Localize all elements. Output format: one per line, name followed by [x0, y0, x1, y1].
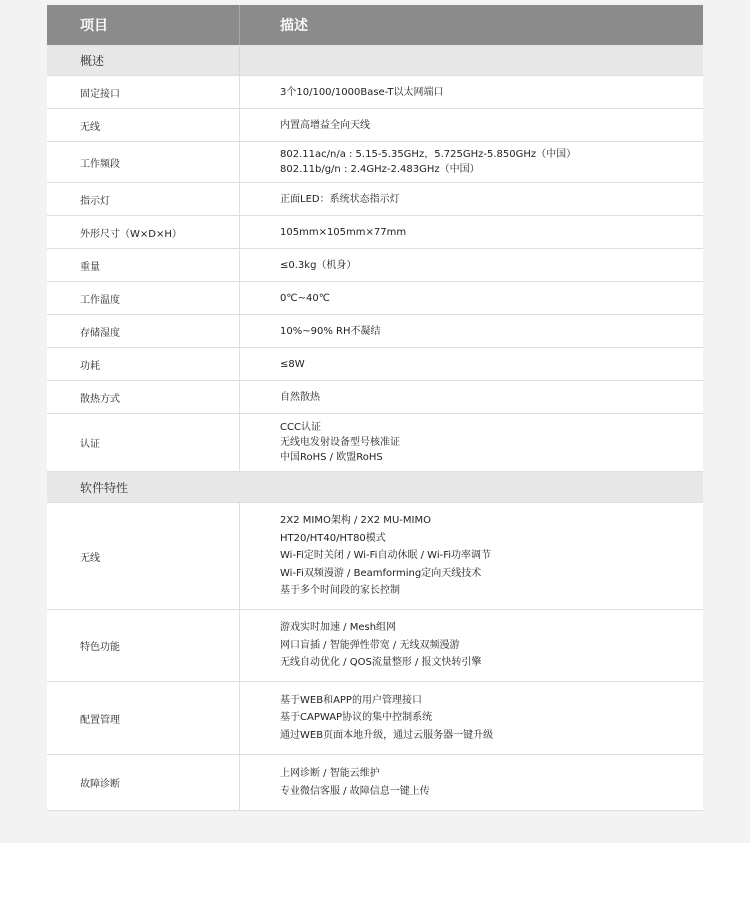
value-line: 正面LED：系统状态指示灯	[280, 193, 400, 205]
value-line: 上网诊断 / 智能云维护	[280, 768, 380, 779]
table-row	[47, 381, 703, 414]
row-label: 散热方式	[47, 381, 240, 413]
row-value	[240, 216, 703, 248]
section-software	[47, 472, 703, 503]
row-value	[240, 183, 703, 215]
row-value	[240, 76, 703, 108]
row-label: 存储湿度	[47, 315, 240, 347]
table-row	[47, 682, 703, 755]
value-line: 基于WEB和APP的用户管理接口	[280, 694, 422, 706]
row-label: 指示灯	[47, 183, 240, 215]
value-line: 中国RoHS / 欧盟RoHS	[280, 452, 383, 463]
row-label: 固定接口	[47, 76, 240, 108]
row-label: 无线	[47, 109, 240, 141]
table-row	[47, 414, 703, 472]
section-title: 软件特性	[80, 480, 129, 495]
row-value	[240, 414, 703, 471]
table-row	[47, 109, 703, 142]
value-line: 基于多个时间段的家长控制	[280, 585, 400, 597]
header-item: 项目	[47, 5, 240, 45]
table-header	[47, 5, 703, 45]
row-label: 无线	[47, 503, 240, 609]
row-value	[240, 503, 703, 609]
spec-table	[47, 5, 703, 811]
table-row	[47, 348, 703, 381]
row-value	[240, 249, 703, 281]
row-label: 工作频段	[47, 142, 240, 182]
software-rows	[47, 503, 703, 811]
row-value	[240, 381, 703, 413]
value-line: 无线自动优化 / QOS流量整形 / 报文快转引擎	[280, 657, 482, 669]
header-desc: 描述	[280, 18, 308, 34]
value-line: Wi-Fi定时关闭 / Wi-Fi自动休眠 / Wi-Fi功率调节	[280, 550, 492, 562]
value-line: 10%~90% RH不凝结	[280, 325, 381, 337]
table-row	[47, 142, 703, 183]
row-value	[240, 682, 703, 754]
table-row	[47, 282, 703, 315]
row-value	[240, 109, 703, 141]
value-line: CCC认证	[280, 422, 321, 433]
value-line: HT20/HT40/HT80模式	[280, 532, 386, 544]
value-line: 无线电发射设备型号核准证	[280, 437, 400, 448]
row-label: 认证	[47, 414, 240, 471]
value-line: 网口盲插 / 智能弹性带宽 / 无线双频漫游	[280, 639, 460, 651]
value-line: 专业微信客服 / 故障信息一键上传	[280, 785, 430, 797]
row-label: 工作温度	[47, 282, 240, 314]
value-line: 通过WEB页面本地升级，通过云服务器一键升级	[280, 729, 494, 741]
value-line: 基于CAPWAP协议的集中控制系统	[280, 712, 433, 724]
table-row	[47, 76, 703, 109]
value-line: 2X2 MIMO架构 / 2X2 MU-MIMO	[280, 515, 431, 527]
section-blank	[240, 45, 703, 75]
table-row	[47, 315, 703, 348]
row-label: 特色功能	[47, 610, 240, 681]
table-row	[47, 216, 703, 249]
row-label: 故障诊断	[47, 755, 240, 810]
value-line: 0℃~40℃	[280, 292, 330, 304]
table-row	[47, 503, 703, 610]
row-label: 重量	[47, 249, 240, 281]
row-value	[240, 755, 703, 810]
section-title: 概述	[47, 45, 240, 75]
table-row	[47, 183, 703, 216]
row-label: 外形尺寸（W×D×H）	[47, 216, 240, 248]
value-line: 内置高增益全向天线	[280, 119, 370, 131]
value-line: Wi-Fi双频漫游 / Beamforming定向天线技术	[280, 567, 482, 579]
row-value	[240, 282, 703, 314]
value-line: 自然散热	[280, 391, 320, 403]
row-value	[240, 348, 703, 380]
value-line: 105mm×105mm×77mm	[280, 226, 407, 238]
row-value	[240, 142, 703, 182]
table-row	[47, 755, 703, 811]
table-row	[47, 610, 703, 682]
section-overview	[47, 45, 703, 76]
row-value	[240, 610, 703, 681]
overview-rows	[47, 76, 703, 472]
value-line: 游戏实时加速 / Mesh组网	[280, 622, 397, 634]
row-value	[240, 315, 703, 347]
row-label: 功耗	[47, 348, 240, 380]
value-line: 3个10/100/1000Base-T以太网端口	[280, 86, 444, 98]
table-row	[47, 249, 703, 282]
value-line: ≤8W	[280, 358, 305, 370]
row-label: 配置管理	[47, 682, 240, 754]
value-line: ≤0.3kg（机身）	[280, 259, 357, 271]
value-line: 802.11b/g/n : 2.4GHz-2.483GHz（中国）	[280, 164, 480, 175]
value-line: 802.11ac/n/a : 5.15-5.35GHz，5.725GHz-5.850GHz（中国）	[280, 149, 577, 160]
